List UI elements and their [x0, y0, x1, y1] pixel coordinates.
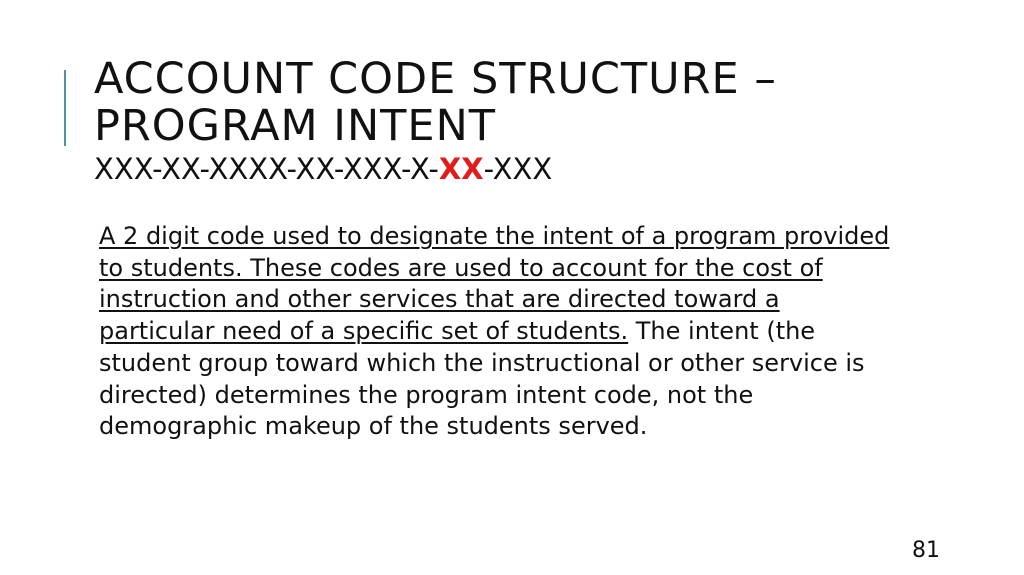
body-paragraph: [99, 221, 899, 443]
code-suffix: -XXX: [483, 152, 553, 186]
code-highlight: XX: [438, 152, 484, 186]
title-accent-bar: [64, 70, 66, 146]
title-line-2: PROGRAM INTENT: [94, 101, 497, 151]
body-rest-text: The intent (the student group toward which the instructional or other service is directed) determines the program intent code, not the demographic makeup of the students served.: [99, 317, 865, 441]
body-underlined-text: A 2 digit code used to designate the intent of a program provided to students. These codes are used to account for the cost of instruction and other services that are directed toward a particular need of a specific set of students.: [99, 222, 890, 346]
title-line-1: ACCOUNT CODE STRUCTURE –: [94, 54, 777, 104]
code-prefix: XXX-XX-XXXX-XX-XXX-X-: [94, 152, 439, 186]
slide-title: [94, 56, 954, 186]
account-code-pattern: [94, 152, 954, 186]
page-number: 81: [912, 538, 940, 563]
